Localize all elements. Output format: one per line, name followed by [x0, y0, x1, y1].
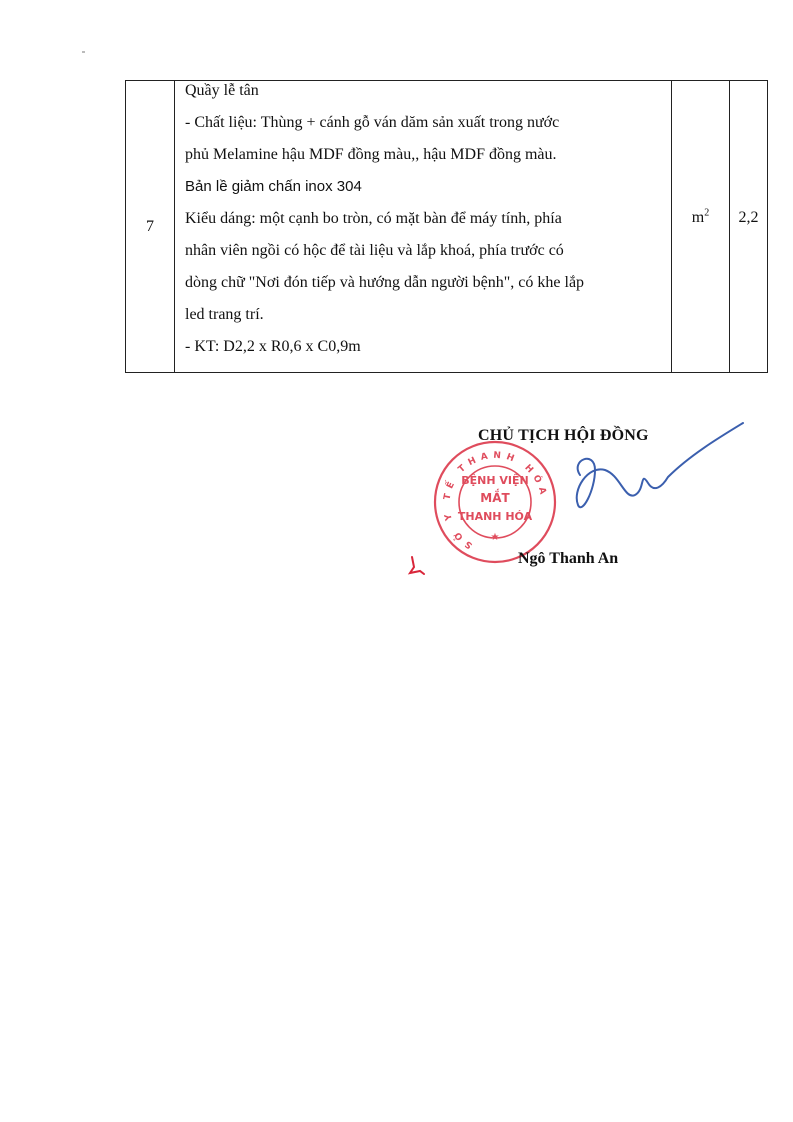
stamp-line-2: MẮT	[480, 491, 510, 505]
description-line-led: led trang trí.	[185, 306, 264, 323]
description-line-finish: phủ Melamine hậu MDF đồng màu,, hậu MDF đồng màu.	[185, 146, 557, 163]
signature-title: CHỦ TỊCH HỘI ĐỒNG	[478, 427, 649, 444]
quantity-cell: 2,2	[730, 81, 768, 373]
unit-cell	[672, 81, 730, 373]
handwritten-signature	[560, 415, 745, 525]
description-line-style: Kiểu dáng: một cạnh bo tròn, có mặt bàn để máy tính, phía	[185, 210, 562, 227]
description-line-hinge: Bản lề giảm chấn inox 304	[185, 178, 362, 195]
scan-speck	[82, 51, 85, 53]
description-line-staff-side: nhân viên ngồi có hộc để tài liệu và lắp khoá, phía trước có	[185, 242, 564, 259]
description-line-sign-text: dòng chữ "Nơi đón tiếp và hướng dẫn người bệnh", có khe lắp	[185, 274, 585, 291]
unit-exponent: 2	[704, 207, 710, 219]
description-line-item-name: Quầy lễ tân	[185, 82, 259, 99]
table-row	[126, 81, 768, 373]
ink-mark-stroke	[410, 557, 424, 574]
description-line-dimensions: - KT: D2,2 x R0,6 x C0,9m	[185, 338, 361, 355]
stamp-star-icon: ★	[490, 532, 500, 543]
unit-base: m	[691, 209, 705, 226]
description-line-material: - Chất liệu: Thùng + cánh gỗ ván dăm sản xuất trong nước	[185, 114, 560, 131]
specification-table	[125, 80, 768, 373]
row-number-cell: 7	[126, 81, 175, 373]
hospital-stamp	[428, 438, 563, 566]
ink-mark-icon	[406, 555, 426, 577]
signature-stroke	[577, 423, 743, 507]
stamp-ring-text: SỞ Y TẾ THANH HÓA	[442, 450, 549, 551]
stamp-line-3: THANH HÓA	[457, 510, 533, 523]
signer-name: Ngô Thanh An	[518, 550, 619, 567]
description-cell	[175, 81, 672, 373]
stamp-line-1: BỆNH VIỆN	[461, 474, 529, 487]
